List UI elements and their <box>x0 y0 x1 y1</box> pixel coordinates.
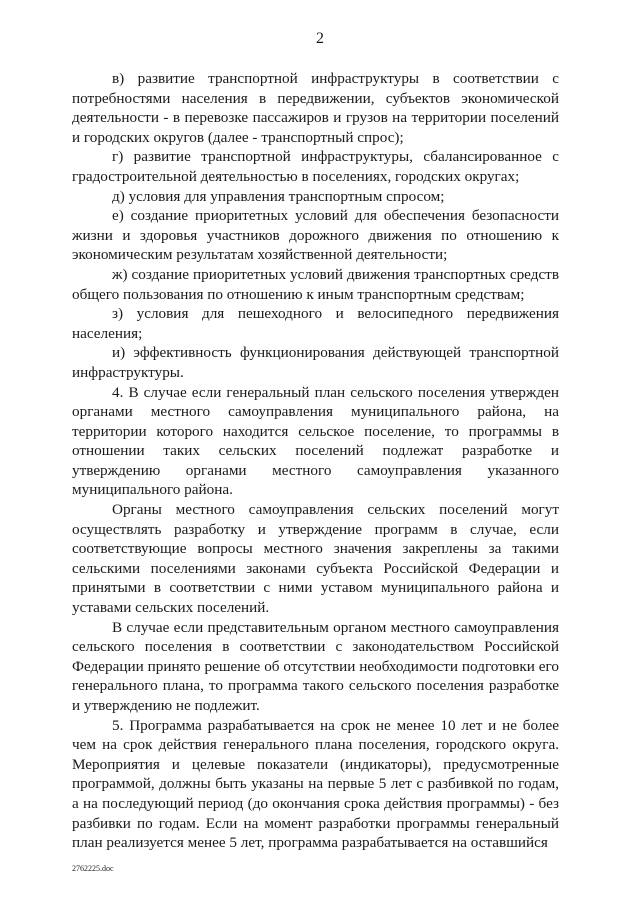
paragraph-section-5: 5. Программа разрабатывается на срок не менее 10 лет и не более чем на срок действия генерального плана поселения, городского округа. Мероприятия и целевые показатели (индикаторы), предусмотренные программой, должны быть указаны на первые 5 лет с разбивкой по годам, а на последующий период (до окончания срока действия программы) - без разбивки по годам. Если на момент разработки программы генеральный план реализуется менее 5 лет, программа разрабатывается на оставшийся <box>72 716 559 852</box>
document-body <box>72 69 559 853</box>
paragraph-item-g: г) развитие транспортной инфраструктуры, сбалансированное с градостроительной деятельностью в поселениях, городских округах; <box>72 148 559 185</box>
paragraph-item-zh: ж) создание приоритетных условий движения транспортных средств общего пользования по отношению к иным транспортным средствам; <box>72 265 559 303</box>
paragraph-section-4-exception: В случае если представительным органом местного самоуправления сельского поселения в соответствии с законодательством Российской Федерации принято решение об отсутствии необходимости подготовки его генерального плана, то программа такого сельского поселения разработке и утверждению не подлежит. <box>72 618 559 714</box>
paragraph-section-4-bodies: Органы местного самоуправления сельских поселений могут осуществлять разработку и утверждение программ в случае, если соответствующие вопросы местного значения закреплены за такими сельскими поселениями законами субъекта Российской Федерации и принятыми в соответствии с ними уставом муниципального района и уставами сельских поселений. <box>72 501 559 617</box>
paragraph-section-4: 4. В случае если генеральный план сельского поселения утвержден органами местного самоуправления муниципального района, на территории которого находится сельское поселение, то программы в отношении таких сельских поселений подлежат разработке и утверждению органами местного самоуправления указанного муниципального района. <box>72 383 559 499</box>
paragraph-item-v: в) развитие транспортной инфраструктуры в соответствии с потребностями населения в передвижении, субъектов экономической деятельности - в перевозке пассажиров и грузов на территории поселений и городских округов (далее - транспортный спрос); <box>72 70 559 146</box>
paragraph-item-e: е) создание приоритетных условий для обеспечения безопасности жизни и здоровья участников дорожного движения по отношению к экономическим результатам хозяйственной деятельности; <box>72 207 559 264</box>
paragraph-item-z: з) условия для пешеходного и велосипедного передвижения населения; <box>72 305 559 342</box>
page-number: 2 <box>316 30 324 47</box>
paragraph-item-d: д) условия для управления транспортным спросом; <box>112 187 445 205</box>
paragraph-item-i: и) эффективность функционирования действующей транспортной инфраструктуры. <box>72 344 559 381</box>
footer-filename: 2762225.doc <box>72 864 114 873</box>
